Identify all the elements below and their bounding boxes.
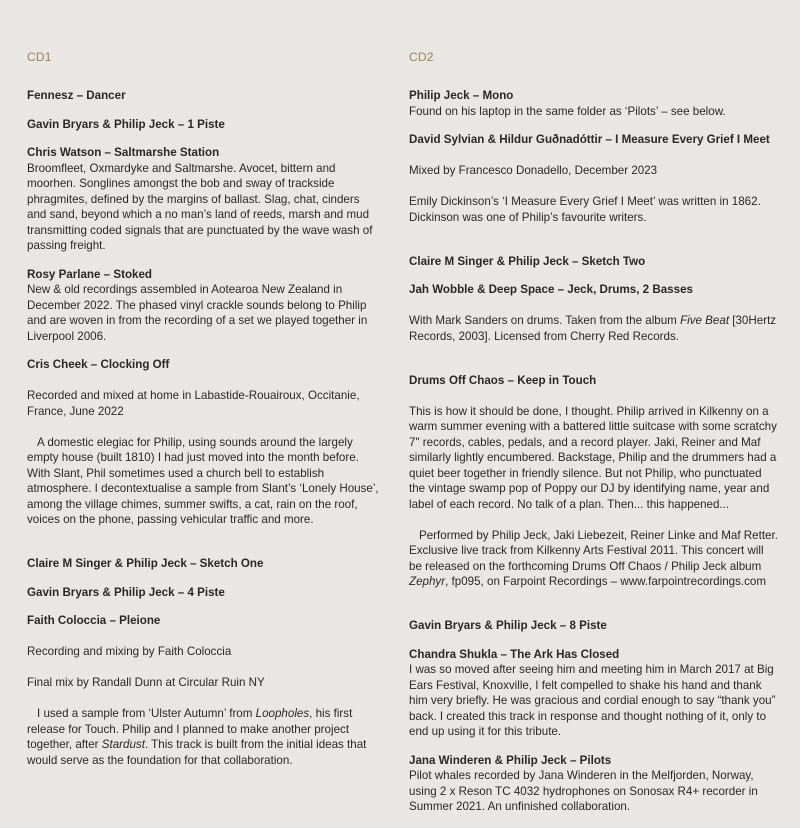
track-notes: [409, 298, 779, 360]
track: [27, 357, 379, 543]
track-title: Philip Jeck – Mono: [409, 89, 514, 102]
track-description: This is how it should be done, I thought. Philip arrived in Kilkenny on a warm summer evening with a battered little suitcase with some scratchy 7" records, cables, pedals, and a record player. Jaki, Reiner and Maf similarly lightly encumbered. Backstage, Philip and the drummers had a quiet beer together in friendly silence. But not Philip, who punctuated the vintage swamp pop of Poppy our DJ by identifying name, year and label of each record. No talk of a plan. Then... this happened...: [409, 404, 777, 511]
track-notes: [27, 629, 379, 784]
track-notes: [27, 373, 379, 544]
track: [27, 556, 379, 572]
track: [409, 618, 779, 634]
track: [409, 132, 779, 241]
text-run: I used a sample from ‘Ulster Autumn’ from: [37, 707, 256, 720]
cd1-label: CD1: [27, 50, 52, 64]
track-title: Jana Winderen & Philip Jeck – Pilots: [409, 753, 612, 767]
track-notes: [409, 148, 779, 241]
credit-line: Final mix by Randall Dunn at Circular Ruin NY: [27, 676, 265, 689]
track: [409, 753, 779, 815]
track-title: Chandra Shukla – The Ark Has Closed: [409, 647, 620, 661]
track-title: Claire M Singer & Philip Jeck – Sketch Two: [409, 254, 646, 268]
text-run: With Mark Sanders on drums. Taken from the album: [409, 314, 681, 327]
track-title: Faith Coloccia – Pleione: [27, 614, 161, 627]
track-title: David Sylvian & Hildur Guðnadóttir – I Measure Every Grief I Meet: [409, 133, 770, 146]
text-run: , his first release for Touch. Philip and I planned to make another project together, after: [27, 707, 353, 751]
track-title: Rosy Parlane – Stoked: [27, 267, 153, 281]
performance-credits: [409, 528, 779, 590]
track: [27, 585, 379, 601]
track-description: Emily Dickinson’s ‘I Measure Every Grief I Meet’ was written in 1862. Dickinson was one of Philip’s favourite writers.: [409, 195, 761, 224]
cd2-label: CD2: [409, 50, 434, 64]
track-title: Claire M Singer & Philip Jeck – Sketch One: [27, 557, 264, 570]
track-title: Fennesz – Dancer: [27, 89, 126, 102]
track: [409, 282, 779, 360]
track-notes: New & old recordings assembled in Aotearoa New Zealand in December 2022. The phased vinyl crackle sounds belong to Philip and are woven in from the recording of a set we played together in Liverpool 2006.: [27, 283, 368, 343]
cd1-column: [27, 50, 379, 797]
track-notes: Pilot whales recorded by Jana Winderen in the Melfjorden, Norway, using 2 x Reson TC 4032 hydrophones on Sonosax R4+ recorder in Summer 2021. An unfinished collaboration.: [409, 769, 758, 813]
album-title: Loopholes: [255, 707, 310, 720]
text-run: . This track is built from the initial ideas that would serve as the foundation for that collaboration.: [27, 738, 367, 767]
track: [27, 117, 379, 133]
track-title: Gavin Bryars & Philip Jeck – 1 Piste: [27, 117, 225, 131]
track-notes: Broomfleet, Oxmardyke and Saltmarshe. Avocet, bittern and moorhen. Songlines amongst the bob and sway of trackside phragmites, defined by the margins of ballast. Slag, chat, cinders and sand, beyond which a no man’s land of reeds, marsh and mud transmitting coded signals that are punctuated by the wave wash of passing freight.: [27, 161, 373, 252]
track-title: Gavin Bryars & Philip Jeck – 8 Piste: [409, 619, 607, 632]
text-run: , fp095, on Farpoint Recordings – www.farpointrecordings.com: [445, 575, 767, 588]
album-title: Stardust: [101, 738, 145, 751]
track-title: Jah Wobble & Deep Space – Jeck, Drums, 2 Basses: [409, 283, 693, 296]
track-notes: [409, 388, 779, 605]
credit-line: Recording and mixing by Faith Coloccia: [27, 645, 232, 658]
track-notes: Found on his laptop in the same folder as ‘Pilots’ – see below.: [409, 104, 726, 118]
track-notes: I was so moved after seeing him and meeting him in March 2017 at Big Ears Festival, Knoxville, I felt compelled to shake his hand and thank him very briefly. He was gracious and cordial enough to say “thank you” back. I created this track in response and thought nothing of it, only to end up using it for this tribute.: [409, 663, 776, 738]
album-title: Five Beat: [680, 314, 730, 327]
track-title: Chris Watson – Saltmarshe Station: [27, 146, 220, 159]
cd2-column: [409, 50, 779, 828]
recording-note: Recorded and mixed at home in Labastide-Rouairoux, Occitanie, France, June 2022: [27, 389, 360, 418]
track: [27, 267, 379, 345]
track: [409, 254, 779, 270]
track: [27, 613, 379, 784]
track: [27, 145, 379, 254]
track: [409, 647, 779, 740]
track: [409, 373, 779, 606]
track: [409, 88, 779, 119]
track-description: [409, 313, 779, 344]
track-title: Cris Cheek – Clocking Off: [27, 358, 170, 371]
track: [27, 88, 379, 104]
track-title: Gavin Bryars & Philip Jeck – 4 Piste: [27, 585, 225, 599]
credit-line: Mixed by Francesco Donadello, December 2023: [409, 164, 658, 177]
track-description: A domestic elegiac for Philip, using sounds around the largely empty house (built 1810) I had just moved into the month before. With Slant, Phil sometimes used a church bell to establish atmosphere. I decontextualise a sample from Slant’s ‘Lonely House’, among the village chimes, summer swifts, a cat, rain on the roof, voices on the phone, passing vehicular traffic and more.: [27, 435, 379, 526]
track-title: Drums Off Chaos – Keep in Touch: [409, 373, 597, 387]
track-description: [27, 706, 379, 768]
text-run: Performed by Philip Jeck, Jaki Liebezeit, Reiner Linke and Maf Retter. Exclusive live track from Kilkenny Arts Festival 2011. This concert will be released on the forthcoming Drums Off Chaos / Philip Jeck album: [409, 528, 778, 573]
album-title: Zephyr: [409, 575, 446, 588]
text-run: [30Hertz Records, 2003]. Licensed from Cherry Red Records.: [409, 314, 777, 343]
